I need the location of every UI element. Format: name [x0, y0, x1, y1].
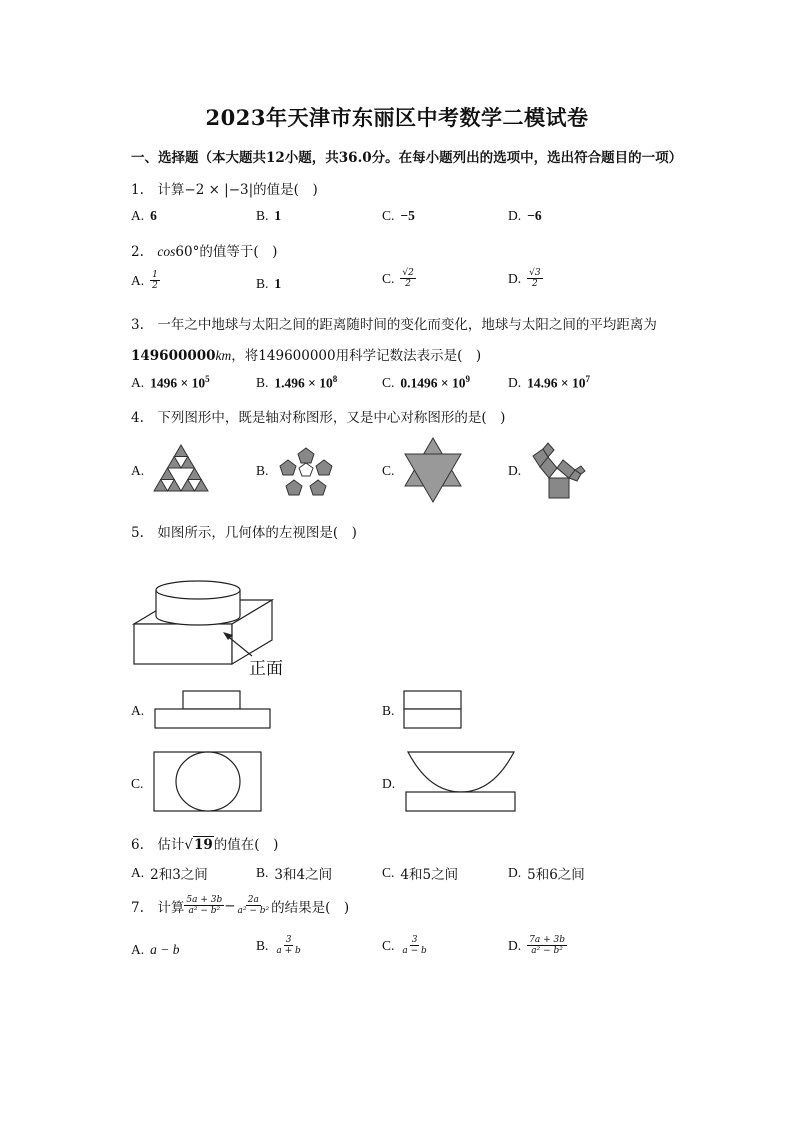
fraction: $\frac{2a}{\text{a² − b²}}$	[237, 895, 270, 916]
fraction: $\frac{7a + 3b}{\text{a² − b²}}$	[529, 935, 565, 956]
q5-option-b-figure	[403, 690, 463, 730]
q1-option-a[interactable]: A. 6	[131, 208, 157, 223]
q2-stem: 2. cos60°的值等于( )	[131, 244, 278, 260]
q7-option-b[interactable]: B. $\frac{3}{a + b}$	[256, 935, 301, 956]
q5-stem: 5. 如图所示，几何体的左视图是( )	[131, 525, 357, 541]
q7-option-c[interactable]: C. $\frac{3}{a - b}$	[382, 935, 427, 956]
q3-stem-line1: 3. 一年之中地球与太阳之间的距离随时间的变化而变化，地球与太阳之间的平均距离为	[131, 317, 657, 333]
q6-option-a[interactable]: A. 2和3之间	[131, 865, 208, 883]
q5-option-a[interactable]: A.	[131, 703, 145, 718]
hexagram-figure	[405, 438, 461, 502]
q5-option-c[interactable]: C.	[131, 776, 144, 791]
q5-option-a-figure	[154, 690, 272, 730]
sqrt-symbol: √ 19	[184, 837, 213, 853]
fraction: $\frac{1}{2}$	[152, 270, 158, 291]
q4-option-b[interactable]: B.	[256, 463, 269, 478]
q3-option-a[interactable]: A. $1496 \times 10^5$	[131, 374, 210, 391]
fraction: $\frac{3}{a - b}$	[402, 935, 427, 956]
q4-option-c[interactable]: C.	[382, 463, 395, 478]
q3-option-c[interactable]: C. $0.1496 \times 10^9$	[382, 374, 470, 391]
q4-option-a[interactable]: A.	[131, 463, 145, 478]
q5-option-c-figure	[153, 751, 263, 813]
fraction: $\frac{5a + 3b}{\text{a² − b²}}$	[186, 895, 223, 916]
q5-option-d-figure	[403, 750, 517, 812]
q4-option-d[interactable]: D.	[508, 463, 522, 478]
q6-stem: 6. 估计√ 19 的值在( )	[131, 837, 279, 853]
front-view-label: 正面	[249, 659, 283, 679]
section-heading: 一、选择题（本大题共12小题，共36.0分。在每小题列出的选项中，选出符合题目的一项）	[131, 150, 683, 166]
q2-option-d[interactable]: D. $\frac{√3}{2}$	[508, 268, 541, 289]
q3-option-d[interactable]: D. $14.96 \times 10^7$	[508, 374, 590, 391]
fraction: $\frac{3}{a + b}$	[276, 935, 301, 956]
pythagoras-tree-figure	[530, 438, 586, 500]
q3-option-b[interactable]: B. $1.496 \times 10^8$	[256, 374, 338, 391]
q7-option-a[interactable]: A. a − b	[131, 942, 180, 957]
q6-option-d[interactable]: D. 5和6之间	[508, 865, 585, 883]
q2-option-b[interactable]: B. 1	[256, 276, 282, 291]
q3-stem-line2: 149600000km，将149600000用科学记数法表示是( )	[131, 348, 482, 364]
q1-stem: 1. 计算−2 × |−3|的值是( )	[131, 182, 318, 198]
sierpinski-triangle-figure	[154, 445, 208, 493]
q1-option-d[interactable]: D. −6	[508, 208, 542, 223]
q2-option-a[interactable]: A. $\frac{1}{2}$	[131, 270, 158, 291]
q2-option-c[interactable]: C. $\frac{√2}{2}$	[382, 268, 414, 289]
q7-stem: 7. 计算 $\frac{5a + 3b}{\text{a² − b²}}$ − $\frac{2a}{\text{a² − b²}}$ 的结果是( )	[131, 895, 350, 916]
q1-option-c[interactable]: C. −5	[382, 208, 415, 223]
q6-option-c[interactable]: C. 4和5之间	[382, 865, 459, 883]
q7-option-d[interactable]: D. $\frac{7a + 3b}{\text{a² − b²}}$	[508, 935, 565, 956]
fraction: $\frac{√3}{2}$	[529, 268, 541, 289]
fraction: $\frac{√2}{2}$	[402, 268, 414, 289]
q4-stem: 4. 下列图形中，既是轴对称图形，又是中心对称图形的是( )	[131, 410, 506, 426]
q1-option-b[interactable]: B. 1	[256, 208, 282, 223]
pentagon-ring-figure	[278, 446, 334, 498]
q6-option-b[interactable]: B. 3和4之间	[256, 865, 333, 883]
q5-option-d[interactable]: D.	[382, 776, 396, 791]
q5-option-b[interactable]: B.	[382, 703, 395, 718]
page-title: 2023年天津市东丽区中考数学二模试卷	[205, 105, 589, 130]
